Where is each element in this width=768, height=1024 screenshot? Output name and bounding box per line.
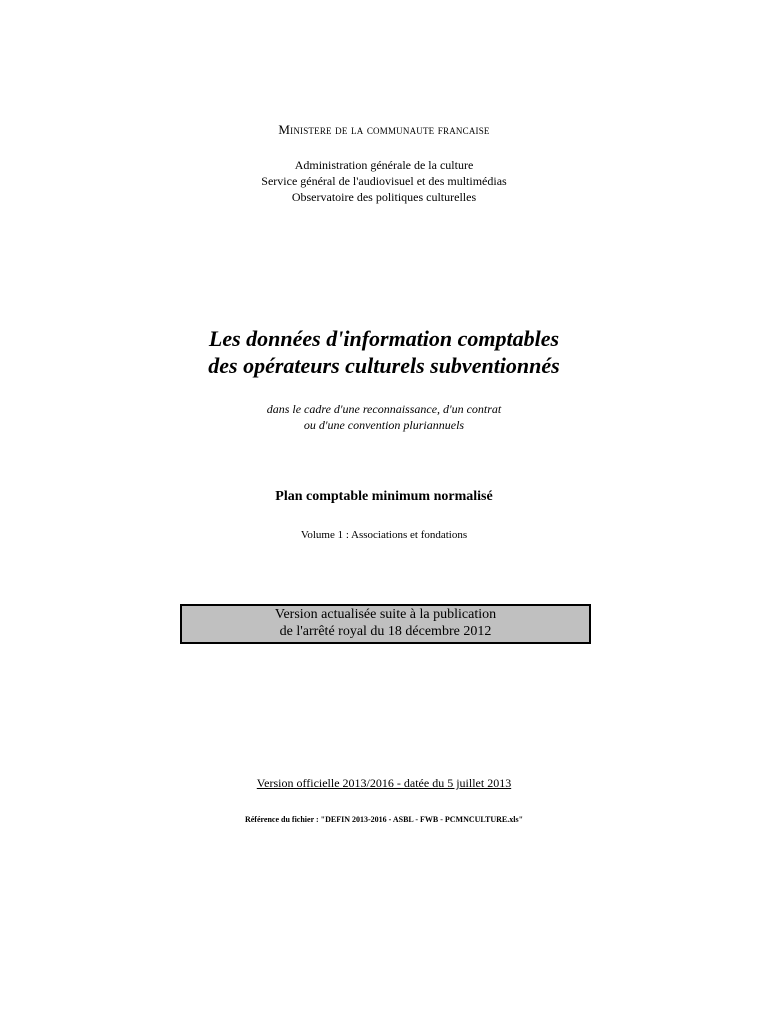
admin-line-culture: Administration générale de la culture — [294, 158, 474, 172]
title-line-2: des opérateurs culturels subventionnés — [208, 353, 560, 378]
ministry-heading: Ministere de la communaute francaise — [278, 122, 490, 137]
admin-line-observatory: Observatoire des politiques culturelles — [291, 190, 477, 204]
official-version-text: Version officielle 2013/2016 - datée du 5 juillet 2013 — [256, 776, 512, 790]
version-notice-line-2: de l'arrêté royal du 18 décembre 2012 — [279, 624, 492, 639]
document-title — [0, 325, 768, 379]
official-version — [0, 776, 768, 791]
admin-line-audiovisual: Service général de l'audiovisuel et des multimédias — [261, 174, 507, 188]
version-notice-line-1: Version actualisée suite à la publication — [274, 607, 497, 622]
subtitle-line-2: ou d'une convention pluriannuels — [303, 418, 465, 432]
document-subtitle — [0, 401, 768, 433]
version-notice-box — [180, 604, 591, 644]
plan-heading: Plan comptable minimum normalisé — [275, 489, 493, 504]
title-line-1: Les données d'information comptables — [208, 326, 560, 351]
subtitle-line-1: dans le cadre d'une reconnaissance, d'un contrat — [266, 402, 502, 416]
administration-lines — [0, 157, 768, 205]
file-reference: Référence du fichier : "DEFIN 2013-2016 - ASBL - FWB - PCMNCULTURE.xls" — [244, 815, 524, 824]
volume-label: Volume 1 : Associations et fondations — [300, 529, 468, 541]
